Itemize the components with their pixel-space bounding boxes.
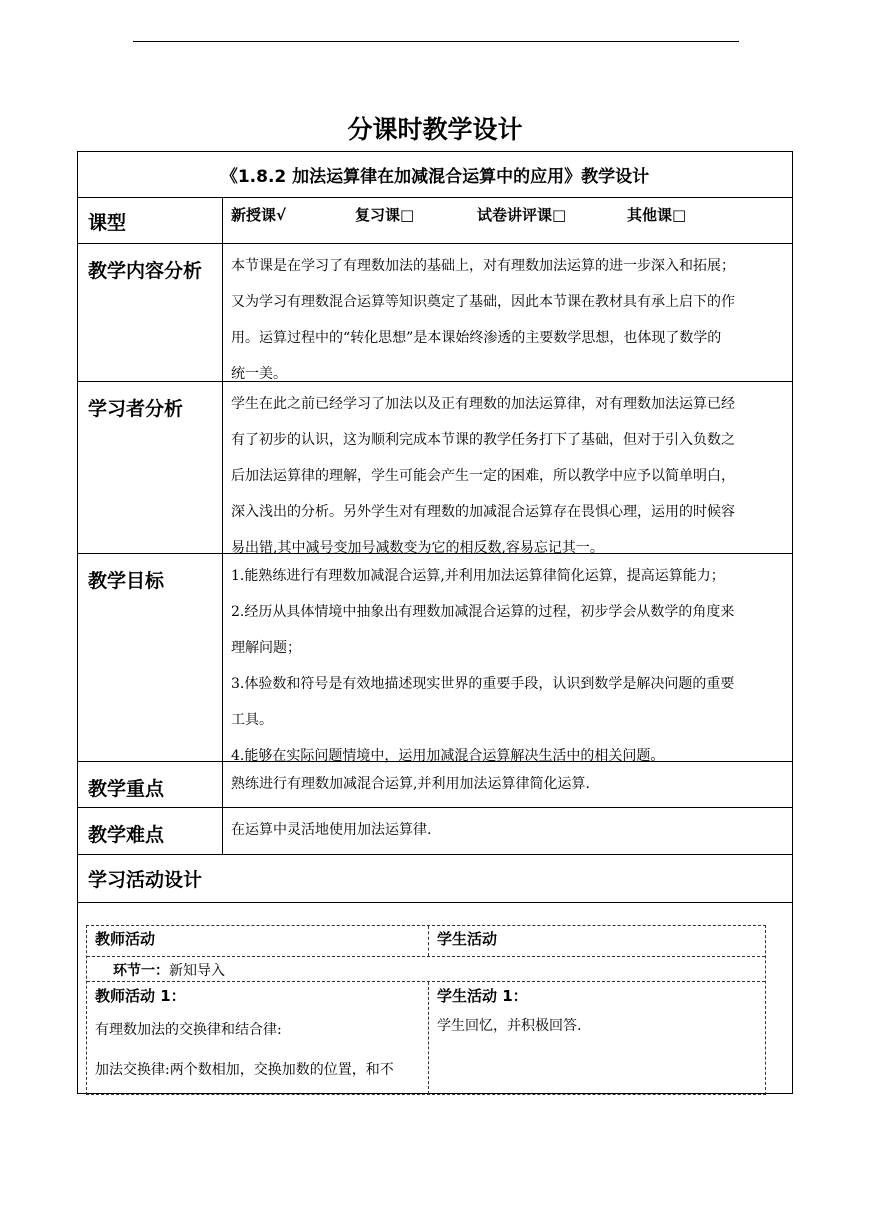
teacher-activity-line: 加法交换律:两个数相加，交换加数的位置，和不	[95, 1062, 394, 1078]
lesson-plan-table	[77, 151, 793, 1094]
course-type-option-other: 其他课□	[627, 206, 687, 224]
student-activity-1	[429, 982, 765, 1094]
teacher-activity-title: 教师活动 1：	[95, 987, 186, 1005]
learner-analysis-label: 学习者分析	[78, 382, 223, 553]
objective-line: 1.能熟练进行有理数加减混合运算,并利用加法运算律简化运算，提高运算能力；	[231, 568, 725, 584]
student-activity-header: 学生活动	[437, 930, 498, 948]
activity-table	[86, 925, 766, 1095]
document-title: 分课时教学设计	[347, 115, 523, 144]
activity-row-1	[87, 982, 765, 1094]
learner-analysis-line: 有了初步的认识，这为顺利完成本节课的教学任务打下了基础，但对于引入负数之	[231, 432, 735, 448]
difficulty-row	[78, 808, 792, 855]
content-analysis-label: 教学内容分析	[78, 244, 223, 381]
learner-analysis-line: 易出错,其中减号变加号减数变为它的相反数,容易忘记其一。	[231, 540, 604, 556]
section-row	[87, 957, 765, 982]
activity-header-row	[87, 926, 765, 957]
difficulty-text: 在运算中灵活地使用加法运算律.	[231, 822, 432, 838]
objective-line: 2.经历从具体情境中抽象出有理数加减混合运算的过程，初步学会从数学的角度来	[231, 604, 735, 620]
student-activity-text: 学生回忆，并积极回答.	[437, 1018, 582, 1034]
lesson-title-row	[78, 152, 792, 198]
key-point-text: 熟练进行有理数加减混合运算,并利用加法运算律简化运算.	[231, 776, 590, 792]
activity-design-label: 学习活动设计	[88, 869, 203, 891]
teacher-activity-1	[87, 982, 429, 1094]
learner-analysis-line: 深入浅出的分析。另外学生对有理数的加减混合运算存在畏惧心理，运用的时候容	[231, 504, 735, 520]
objectives-text	[223, 554, 792, 764]
lesson-title: 《1.8.2 加法运算律在加减混合运算中的应用》教学设计	[220, 167, 650, 187]
activity-table-container	[78, 903, 792, 1093]
learner-analysis-text	[223, 382, 792, 556]
objective-line: 理解问题；	[231, 640, 301, 656]
section-key: 环节一：	[113, 963, 169, 979]
teacher-activity-line: 有理数加法的交换律和结合律:	[95, 1022, 282, 1038]
course-type-options	[223, 198, 792, 243]
learner-analysis-line: 后加法运算律的理解，学生可能会产生一定的困难，所以教学中应予以简单明白，	[231, 468, 735, 484]
student-activity-title: 学生活动 1：	[437, 987, 528, 1005]
key-point-row	[78, 762, 792, 808]
course-type-row	[78, 198, 792, 244]
objectives-label: 教学目标	[78, 554, 223, 761]
learner-analysis-line: 学生在此之前已经学习了加法以及正有理数的加法运算律，对有理数加法运算已经	[231, 396, 735, 412]
header-rule	[133, 41, 739, 42]
objective-line: 4.能够在实际问题情境中，运用加减混合运算解决生活中的相关问题。	[231, 748, 665, 764]
course-type-option-new: 新授课√	[231, 206, 287, 224]
content-analysis-line: 本节课是在学习了有理数加法的基础上，对有理数加法运算的进一步深入和拓展；	[231, 258, 735, 274]
content-analysis-line: 用。运算过程中的“转化思想”是本课始终渗透的主要数学思想，也体现了数学的	[231, 330, 722, 346]
objective-line: 3.体验数和符号是有效地描述现实世界的重要手段，认识到数学是解决问题的重要	[231, 676, 735, 692]
activity-design-row	[78, 855, 792, 903]
objective-line: 工具。	[231, 712, 273, 728]
key-point-label: 教学重点	[78, 762, 223, 807]
course-type-option-exam: 试卷讲评课□	[477, 206, 567, 224]
teacher-activity-header: 教师活动	[87, 926, 429, 956]
section-name: 新知导入	[169, 963, 225, 979]
section-heading	[87, 957, 225, 981]
learner-analysis-row	[78, 382, 792, 554]
course-type-option-review: 复习课□	[355, 206, 415, 224]
content-analysis-text	[223, 244, 792, 381]
difficulty-label: 教学难点	[78, 808, 223, 854]
course-type-label: 课型	[78, 198, 223, 243]
content-analysis-line: 又为学习有理数混合运算等知识奠定了基础，因此本节课在教材具有承上启下的作	[231, 294, 735, 310]
content-analysis-row	[78, 244, 792, 382]
content-analysis-line: 统一美。	[231, 366, 287, 382]
objectives-row	[78, 554, 792, 762]
